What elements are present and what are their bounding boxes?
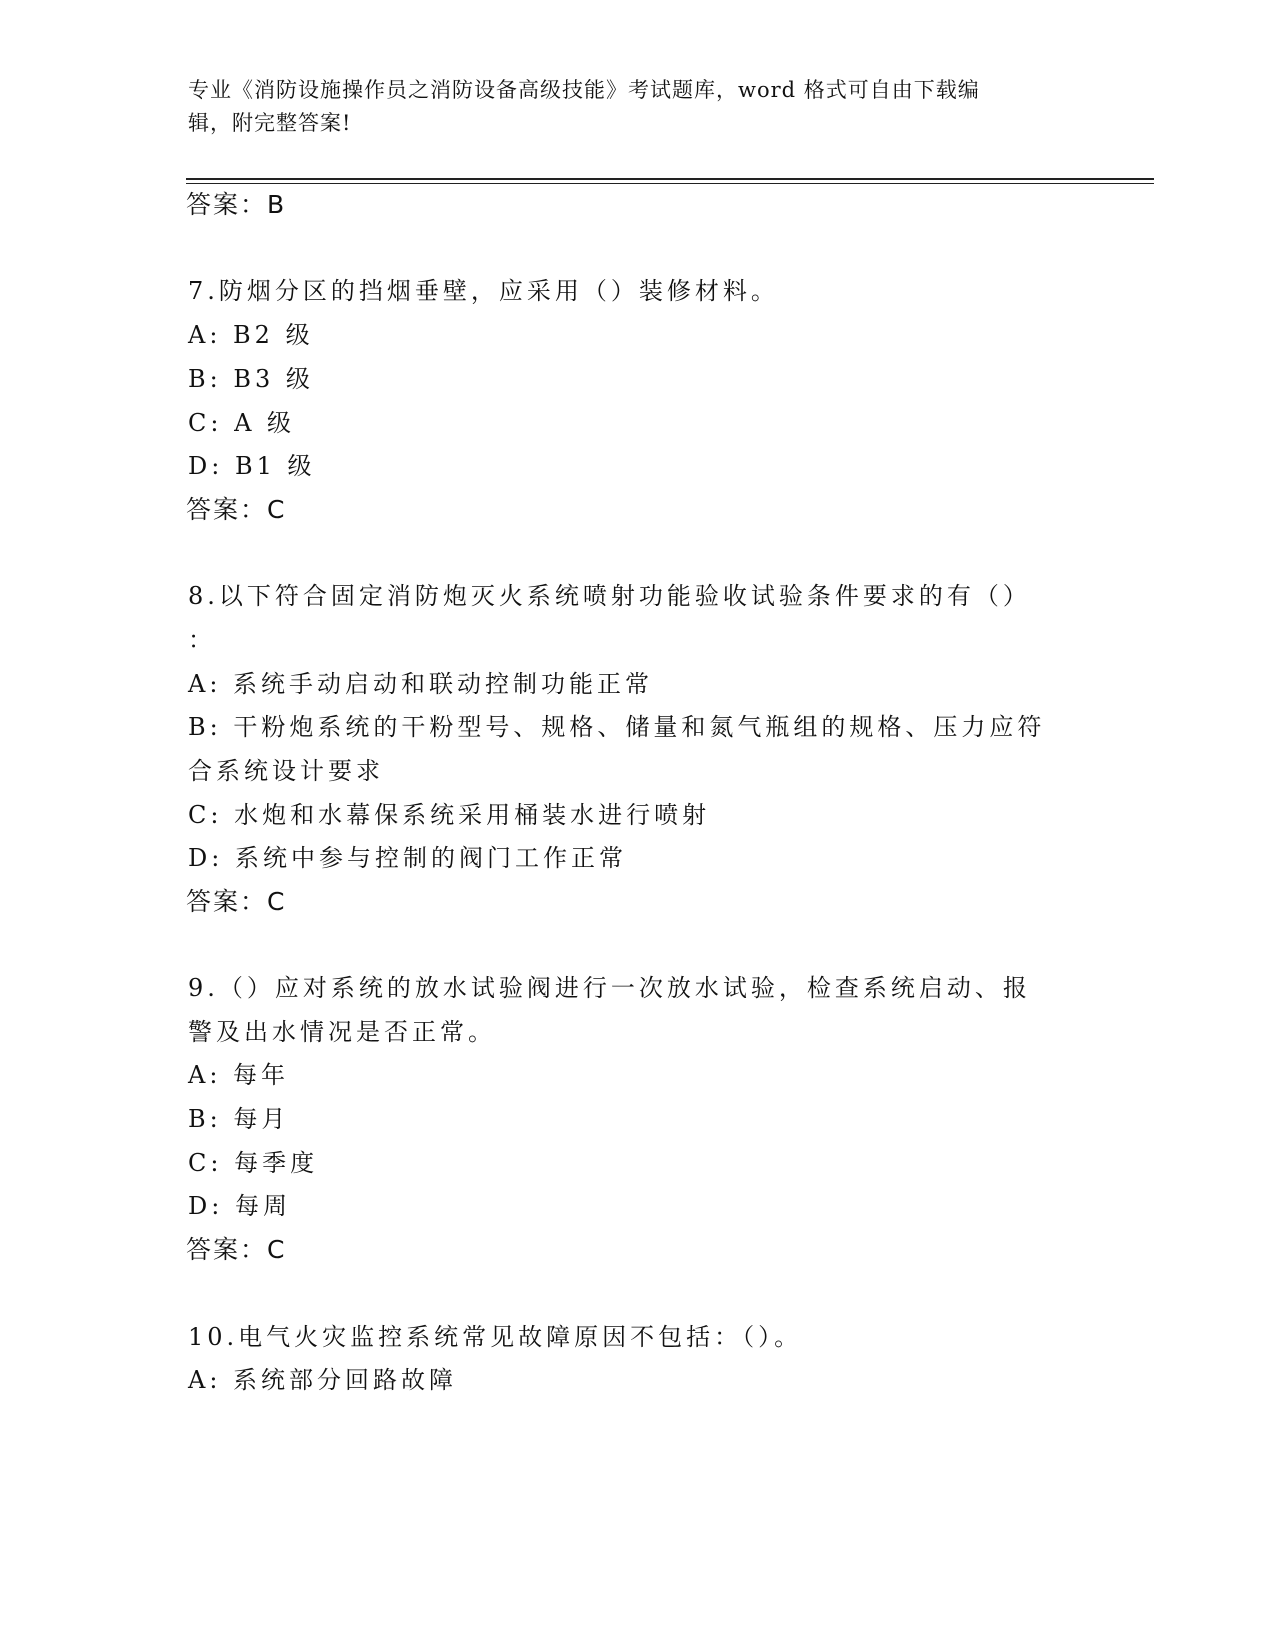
q8-option-c: C: 水炮和水幕保系统采用桶装水进行喷射	[188, 801, 711, 829]
q9-option-a: A: 每年	[188, 1061, 290, 1089]
question-7-text: 7.防烟分区的挡烟垂壁，应采用（）装修材料。	[188, 277, 779, 305]
q10-option-a: A: 系统部分回路故障	[188, 1366, 458, 1394]
q8-option-b-continued: 合系统设计要求	[188, 757, 384, 785]
header-line-2: 辑，附完整答案!	[188, 111, 352, 135]
answer-previous: 答案：B	[186, 190, 287, 219]
question-10-text: 10.电气火灾监控系统常见故障原因不包括：（）。	[188, 1323, 803, 1351]
header-line-1: 专业《消防设施操作员之消防设备高级技能》考试题库，word 格式可自由下载编	[188, 78, 980, 102]
answer-q8: 答案：C	[186, 887, 287, 916]
q8-option-b: B: 干粉炮系统的干粉型号、规格、储量和氮气瓶组的规格、压力应符	[188, 713, 1046, 741]
question-9-text-line2: 警及出水情况是否正常。	[188, 1018, 496, 1046]
q7-option-b: B: B3 级	[188, 365, 314, 393]
q9-option-d: D: 每周	[188, 1192, 291, 1220]
answer-q7: 答案：C	[186, 495, 287, 524]
question-8-text-line1: 8.以下符合固定消防炮灭火系统喷射功能验收试验条件要求的有（）	[188, 582, 1031, 610]
question-8-text-line2: ：	[188, 626, 216, 654]
q8-option-d: D: 系统中参与控制的阀门工作正常	[188, 844, 627, 872]
q9-option-b: B: 每月	[188, 1105, 290, 1133]
q7-option-c: C: A 级	[188, 409, 296, 437]
question-9-text-line1: 9.（）应对系统的放水试验阀进行一次放水试验，检查系统启动、报	[188, 974, 1031, 1002]
answer-q9: 答案：C	[186, 1235, 287, 1264]
document-header	[188, 74, 1068, 140]
header-divider-thin	[186, 183, 1154, 184]
q8-option-a: A: 系统手动启动和联动控制功能正常	[188, 670, 654, 698]
header-divider-thick	[186, 178, 1154, 180]
q7-option-a: A: B2 级	[188, 321, 314, 349]
q7-option-d: D: B1 级	[188, 452, 316, 480]
q9-option-c: C: 每季度	[188, 1149, 319, 1177]
